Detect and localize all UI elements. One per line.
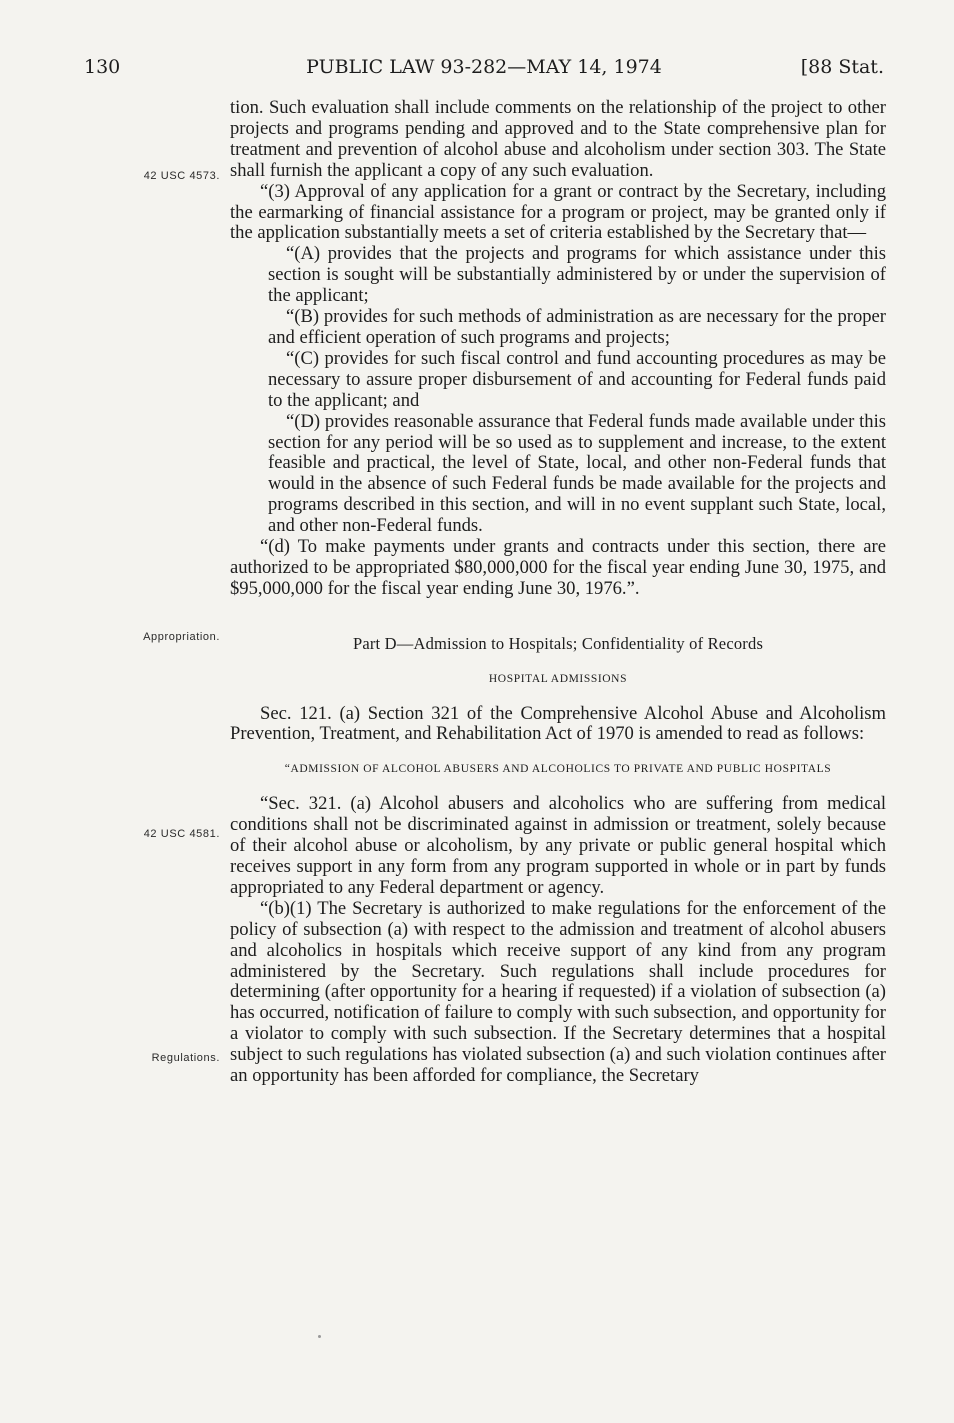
paragraph-evaluation: tion. Such evaluation shall include comments on the relationship of the project to other projects and programs pending and approved and to the State comprehensive plan for treatment and prevention of alcohol abuse and alcoholism under section 303. The State shall furnish the applicant a copy of any such evaluation. <box>230 97 886 181</box>
body-text <box>230 98 886 1087</box>
paragraph-d-appropriation: “(d) To make payments under grants and contracts under this section, there are authorized to be appropriated $80,000,000 for the fiscal year ending June 30, 1975, and $95,000,000 for the fiscal year ending June 30, 1976.”. <box>230 536 886 599</box>
margin-note-regulations: Regulations. <box>151 1052 220 1064</box>
margin-note-usc-4573: 42 USC 4573. <box>143 170 220 182</box>
paragraph-3-approval: “(3) Approval of any application for a grant or contract by the Secretary, including the earmarking of financial assistance for a program or project, may be granted only if the application substantially meets a set of criteria established by the Secretary that— <box>230 180 886 244</box>
margin-note-appropriation: Appropriation. <box>143 631 220 643</box>
statute-reference: [88 Stat. <box>800 56 884 78</box>
section-321-a: “Sec. 321. (a) Alcohol abusers and alcoholics who are suffering from medical conditions shall not be discriminated against in admission or treatment, solely because of their alcohol abuse or alcoholism, by any private or public general hospital which receives support in any form from any program supported in whole or in part by funds appropriated to any Federal department or agency. <box>230 793 886 898</box>
section-321-b: “(b)(1) The Secretary is authorized to make regulations for the enforcement of the policy of subsection (a) with respect to the admission and treatment of alcohol abusers and alcoholics in hospitals which receive support of any kind from any program administered by the Secretary. Such regulations shall include procedures for determining (after opportunity for a hearing if requested) if a violation of subsection (a) has occurred, notification of failure to comply with such subsection, and opportunity for a violator to comply with such subsection. If the Secretary determines that a hospital subject to such regulations has violated subsection (a) and such violation continues after an opportunity has been afforded for compliance, the Secretary <box>230 897 886 1087</box>
part-d-heading: Part D—Admission to Hospitals; Confidentiality of Records <box>352 633 764 653</box>
clause-C: “(C) provides for such fiscal control and fund accounting procedures as may be necessary to assure proper disbursement of and accounting for Federal funds paid to the applicant; and <box>268 347 886 411</box>
page-header <box>84 56 884 86</box>
clause-A: “(A) provides that the projects and programs for which assistance under this section is sought will be substantially administered by or under the supervision of the applicant; <box>268 243 886 307</box>
running-title: PUBLIC LAW 93-282—MAY 14, 1974 <box>306 56 662 78</box>
hospital-admissions-heading: HOSPITAL ADMISSIONS <box>488 672 628 685</box>
page-number: 130 <box>84 56 121 78</box>
margin-note-usc-4581: 42 USC 4581. <box>143 828 220 840</box>
clause-D: “(D) provides reasonable assurance that Federal funds made available under this section for any period will be so used as to supplement and increase, to the extent feasible and practical, the level of State, local, and other non-Federal funds that would in the absence of such Federal funds be made available for the projects and programs described in this section, and will in no event supplant such State, local, and other non-Federal funds. <box>268 410 886 537</box>
scan-speck <box>318 1335 321 1338</box>
clause-B: “(B) provides for such methods of administration as are necessary for the proper and efficient operation of such programs and projects; <box>268 306 886 348</box>
section-121: Sec. 121. (a) Section 321 of the Comprehensive Alcohol Abuse and Alcoholism Prevention, Treatment, and Rehabilitation Act of 1970 is amended to read as follows: <box>230 702 886 745</box>
admission-heading: “ADMISSION OF ALCOHOL ABUSERS AND ALCOHOLICS TO PRIVATE AND PUBLIC HOSPITALS <box>284 763 832 776</box>
